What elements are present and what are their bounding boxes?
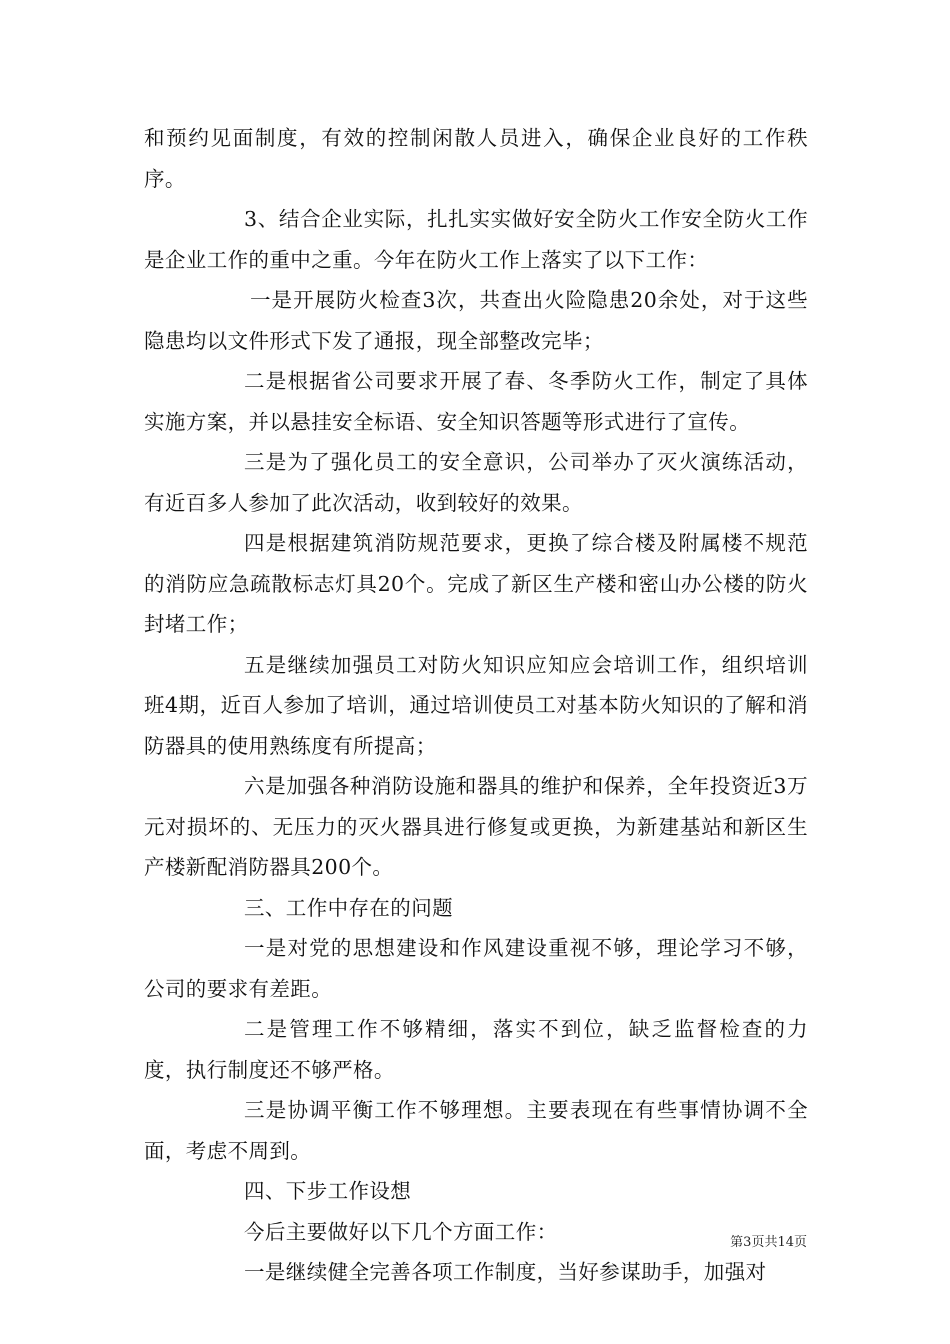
document-body [144,118,808,1293]
paragraph-11: 二是管理工作不够精细，落实不到位，缺乏监督检查的力度，执行制度还不够严格。 [144,1017,808,1082]
paragraph-12: 三是协调平衡工作不够理想。主要表现在有些事情协调不全面，考虑不周到。 [144,1098,808,1163]
paragraph-5: 三是为了强化员工的安全意识，公司举办了灭火演练活动，有近百多人参加了此次活动，收到较好的效果。 [144,450,808,515]
paragraph-14: 今后主要做好以下几个方面工作： [244,1219,558,1244]
paragraph-3: 一是开展防火检查3次，共查出火险隐患20余处，对于这些隐患均以文件形式下发了通报，现全部整改完毕； [144,288,808,353]
paragraph-8: 六是加强各种消防设施和器具的维护和保养，全年投资近3万元对损坏的、无压力的灭火器具进行修复或更换，为新建基站和新区生产楼新配消防器具200个。 [144,774,808,879]
paragraph-15: 一是继续健全完善各项工作制度，当好参谋助手，加强对 [244,1260,767,1284]
paragraph-2: 3、结合企业实际，扎扎实实做好安全防火工作安全防火工作是企业工作的重中之重。今年在防火工作上落实了以下工作： [144,207,808,272]
paragraph-7: 五是继续加强员工对防火知识应知应会培训工作，组织培训班4期，近百人参加了培训，通过培训使员工对基本防火知识的了解和消防器具的使用熟练度有所提高； [144,652,808,758]
section-heading-next-steps: 四、下步工作设想 [244,1179,412,1203]
paragraph-6: 四是根据建筑消防规范要求，更换了综合楼及附属楼不规范的消防应急疏散标志灯具20个。完成了新区生产楼和密山办公楼的防火封堵工作； [144,531,808,636]
paragraph-10: 一是对党的思想建设和作风建设重视不够，理论学习不够，公司的要求有差距。 [144,936,808,1001]
section-heading-problems: 三、工作中存在的问题 [244,895,453,920]
paragraph-4: 二是根据省公司要求开展了春、冬季防火工作，制定了具体实施方案，并以悬挂安全标语、安全知识答题等形式进行了宣传。 [144,369,808,434]
page-number-footer: 第3页共14页 [730,1235,807,1250]
paragraph-1: 和预约见面制度，有效的控制闲散人员进入，确保企业良好的工作秩序。 [144,126,808,191]
